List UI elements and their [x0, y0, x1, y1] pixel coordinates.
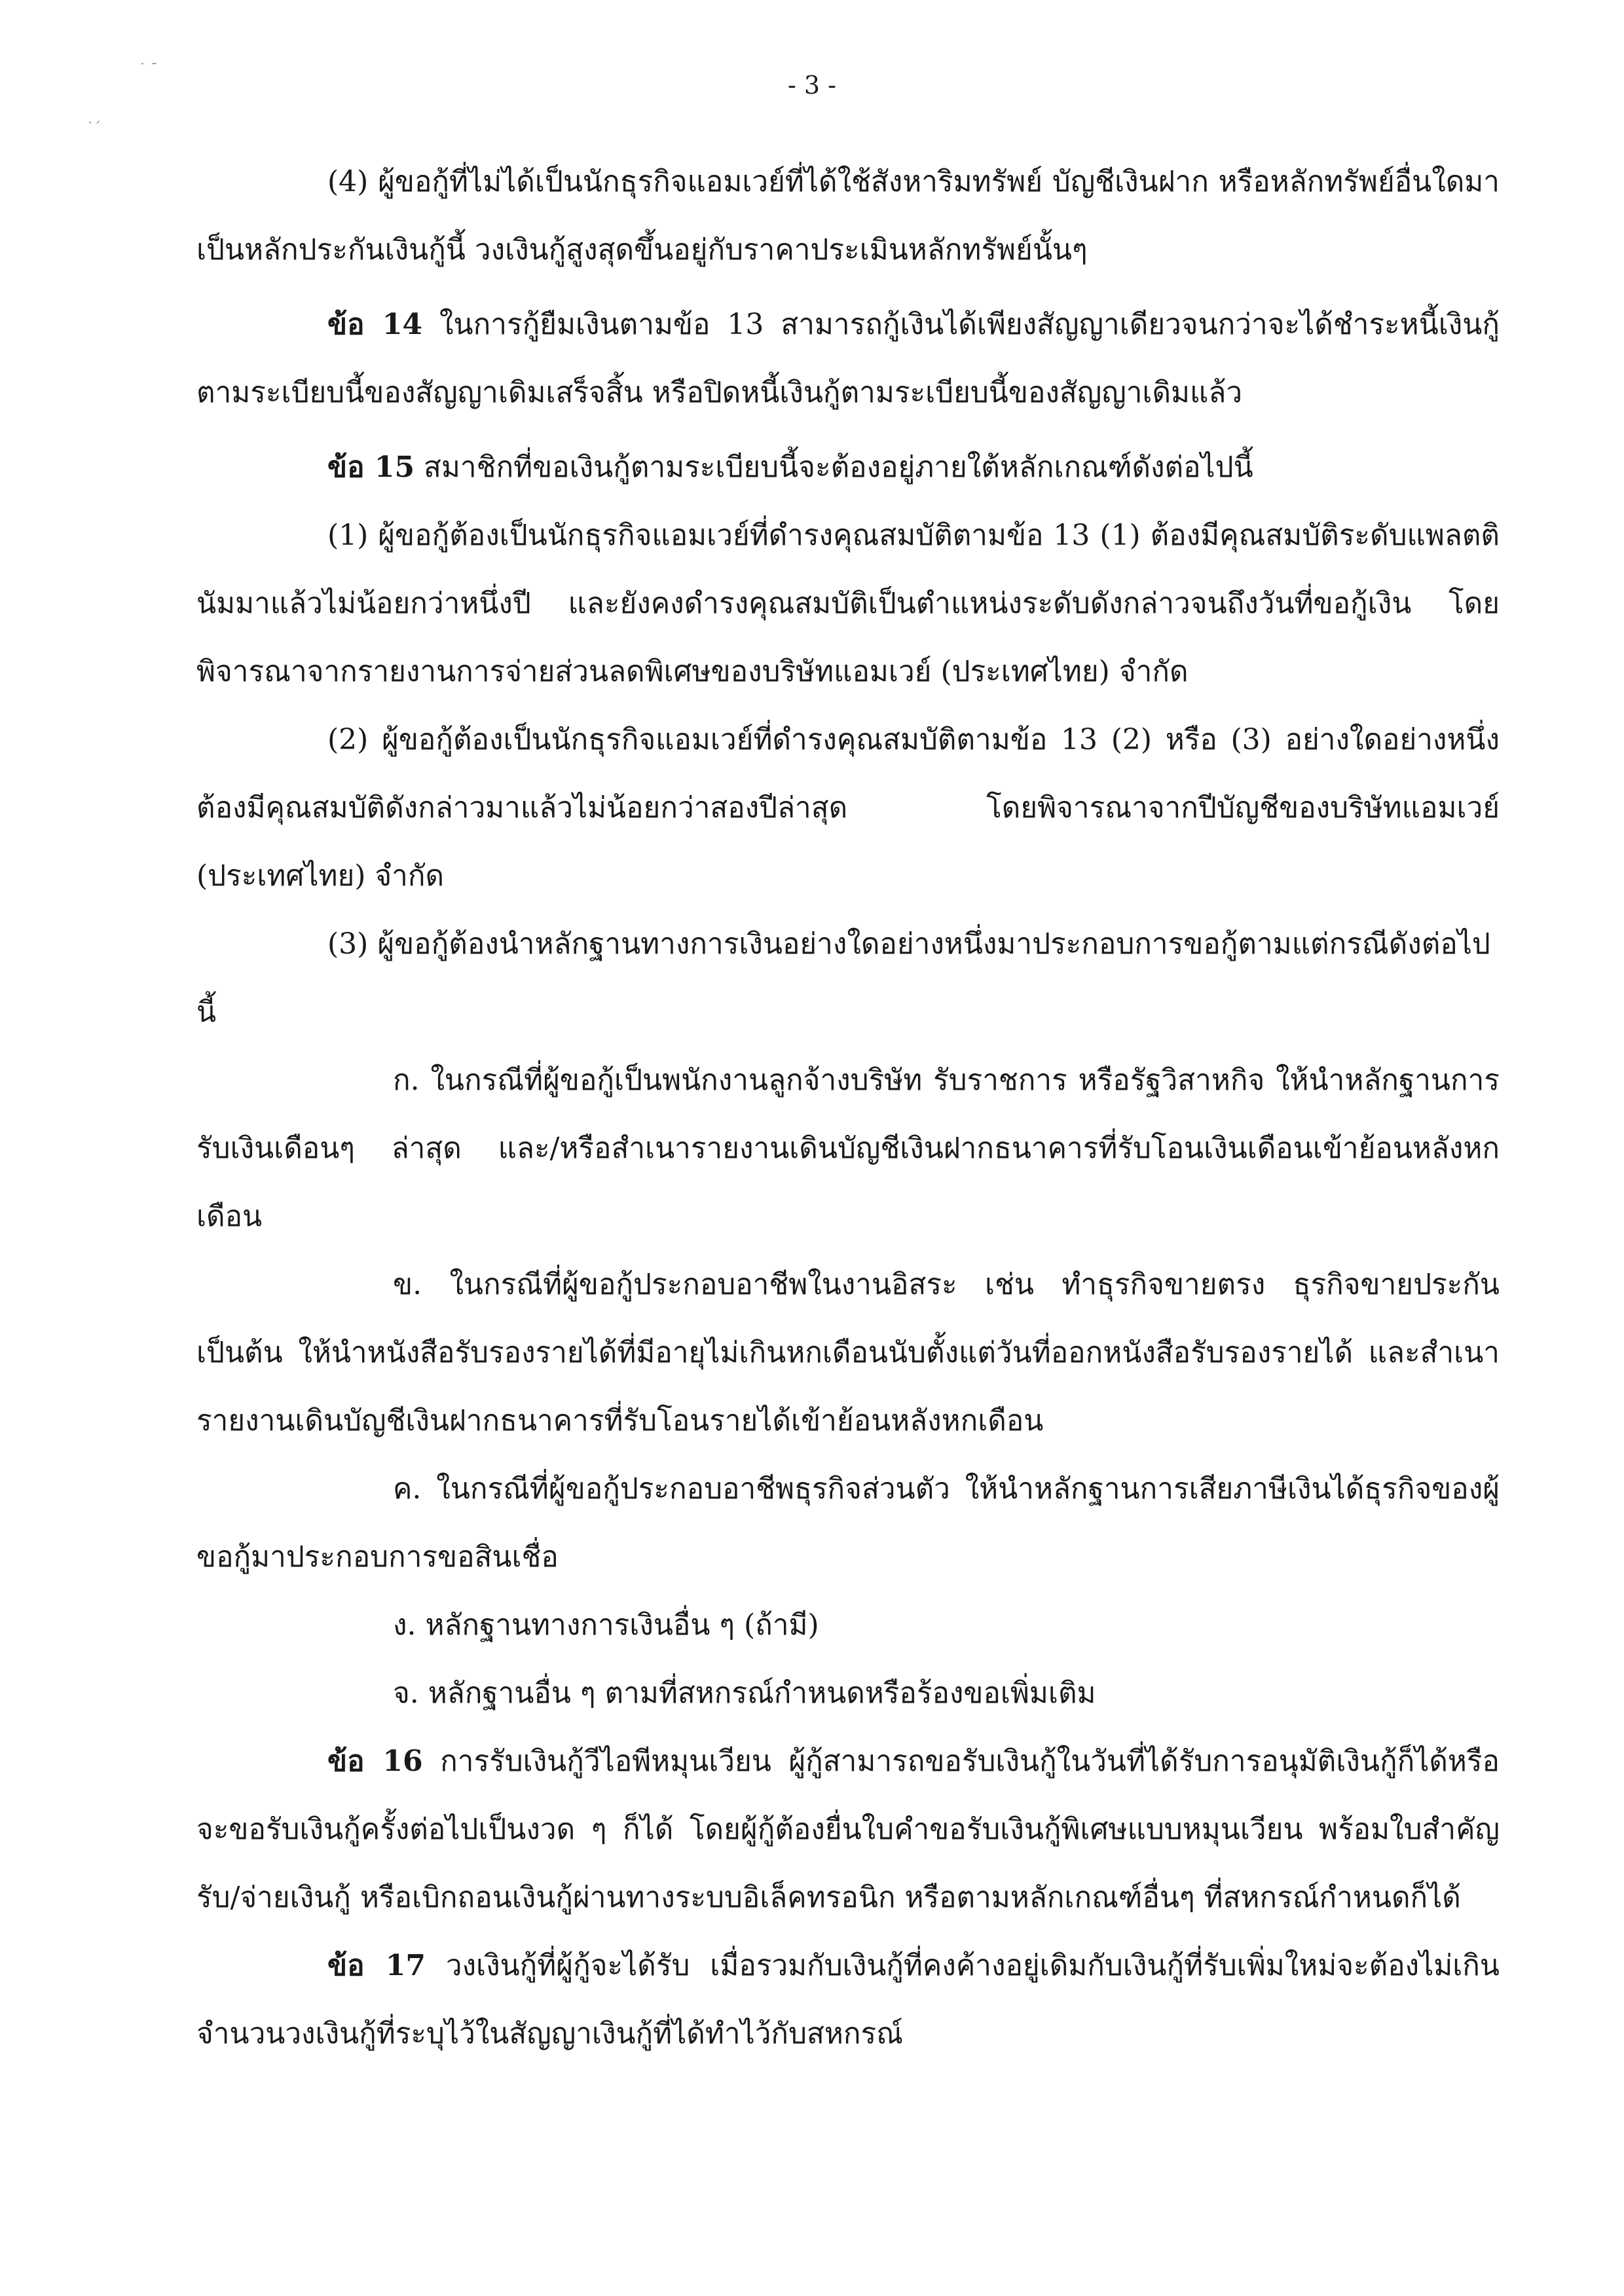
clause-16	[196, 1728, 1500, 1932]
clause-15-item-3: (3) ผู้ขอกู้ต้องนำหลักฐานทางการเงินอย่างใดอย่างหนึ่งมาประกอบการขอกู้ตามแต่กรณีดังต่อไปนี้	[196, 927, 1490, 1029]
document-body	[196, 148, 1500, 2068]
clause-text: วงเงินกู้ที่ผู้กู้จะได้รับ เมื่อรวมกับเงินกู้ที่คงค้างอยู่เดิมกับเงินกู้ที่รับเพิ่มใหม่จะต้องไม่เกินจำนวนวงเงินกู้ที่ระบุไว้ในสัญญาเงินกู้ที่ได้ทำไว้กับสหกรณ์	[196, 1949, 1500, 2050]
paragraph-item-4: (4) ผู้ขอกู้ที่ไม่ได้เป็นนักธุรกิจแอมเวย์ที่ได้ใช้สังหาริมทรัพย์ บัญชีเงินฝาก หรือหลักทรัพย์อื่นใดมาเป็นหลักประกันเงินกู้นี้ วงเงินกู้สูงสุดขึ้นอยู่กับราคาประเมินหลักทรัพย์นั้นๆ	[196, 165, 1500, 267]
clause-number: ข้อ 16	[327, 1745, 423, 1778]
clause-number: ข้อ 14	[327, 308, 423, 341]
clause-17	[196, 1932, 1500, 2068]
scan-speck: ˙ˊ	[86, 120, 101, 137]
clause-15-item-1: (1) ผู้ขอกู้ต้องเป็นนักธุรกิจแอมเวย์ที่ดำรงคุณสมบัติตามข้อ 13 (1) ต้องมีคุณสมบัติระดับแพลตตินัมมาแล้วไม่น้อยกว่าหนึ่งปี และยังคงดำรงคุณสมบัติเป็นตำแหน่งระดับดังกล่าวจนถึงวันที่ขอกู้เงิน โดยพิจารณาจากรายงานการจ่ายส่วนลดพิเศษของบริษัทแอมเวย์ (ประเทศไทย) จำกัด	[196, 519, 1500, 688]
clause-number: ข้อ 17	[327, 1949, 426, 1982]
page-number: - 3 -	[787, 71, 836, 100]
scan-speck: ˙ ˉ	[139, 62, 158, 78]
clause-text: สมาชิกที่ขอเงินกู้ตามระเบียบนี้จะต้องอยู่ภายใต้หลักเกณฑ์ดังต่อไปนี้	[415, 451, 1253, 484]
clause-15-item-2: (2) ผู้ขอกู้ต้องเป็นนักธุรกิจแอมเวย์ที่ดำรงคุณสมบัติตามข้อ 13 (2) หรือ (3) อย่างใดอย่างหนึ่งต้องมีคุณสมบัติดังกล่าวมาแล้วไม่น้อยกว่าสองปีล่าสุด โดยพิจารณาจากปีบัญชีของบริษัทแอมเวย์ (ประเทศไทย) จำกัด	[196, 723, 1500, 893]
clause-14	[196, 291, 1500, 427]
sub-item-a: ก. ในกรณีที่ผู้ขอกู้เป็นพนักงานลูกจ้างบริษัท รับราชการ หรือรัฐวิสาหกิจ ให้นำหลักฐานการรับเงินเดือนๆ ล่าสุด และ/หรือสำเนารายงานเดินบัญชีเงินฝากธนาคารที่รับโอนเงินเดือนเข้าย้อนหลังหกเดือน	[196, 1064, 1500, 1233]
clause-number: ข้อ 15	[327, 451, 415, 484]
clause-text: ในการกู้ยืมเงินตามข้อ 13 สามารถกู้เงินได้เพียงสัญญาเดียวจนกว่าจะได้ชำระหนี้เงินกู้ตามระเบียบนี้ของสัญญาเดิมเสร็จสิ้น หรือปิดหนี้เงินกู้ตามระเบียบนี้ของสัญญาเดิมแล้ว	[196, 308, 1500, 409]
clause-text: การรับเงินกู้วีไอพีหมุนเวียน ผู้กู้สามารถขอรับเงินกู้ในวันที่ได้รับการอนุมัติเงินกู้ก็ได้หรือจะขอรับเงินกู้ครั้งต่อไปเป็นงวด ๆ ก็ได้ โดยผู้กู้ต้องยื่นใบคำขอรับเงินกู้พิเศษแบบหมุนเวียน พร้อมใบสำคัญรับ/จ่ายเงินกู้ หรือเบิกถอนเงินกู้ผ่านทางระบบอิเล็คทรอนิก หรือตามหลักเกณฑ์อื่นๆ ที่สหกรณ์กำหนดก็ได้	[196, 1745, 1500, 1914]
sub-item-b: ข. ในกรณีที่ผู้ขอกู้ประกอบอาชีพในงานอิสระ เช่น ทำธุรกิจขายตรง ธุรกิจขายประกัน เป็นต้น ให้นำหนังสือรับรองรายได้ที่มีอายุไม่เกินหกเดือนนับตั้งแต่วันที่ออกหนังสือรับรองรายได้ และสำเนารายงานเดินบัญชีเงินฝากธนาคารที่รับโอนรายได้เข้าย้อนหลังหกเดือน	[196, 1268, 1500, 1437]
clause-15	[196, 434, 1500, 502]
sub-item-d: ง. หลักฐานทางการเงินอื่น ๆ (ถ้ามี)	[393, 1608, 819, 1642]
sub-item-e: จ. หลักฐานอื่น ๆ ตามที่สหกรณ์กำหนดหรือร้องขอเพิ่มเติม	[393, 1676, 1096, 1710]
sub-item-c: ค. ในกรณีที่ผู้ขอกู้ประกอบอาชีพธุรกิจส่วนตัว ให้นำหลักฐานการเสียภาษีเงินได้ธุรกิจของผู้ขอกู้มาประกอบการขอสินเชื่อ	[196, 1472, 1500, 1574]
